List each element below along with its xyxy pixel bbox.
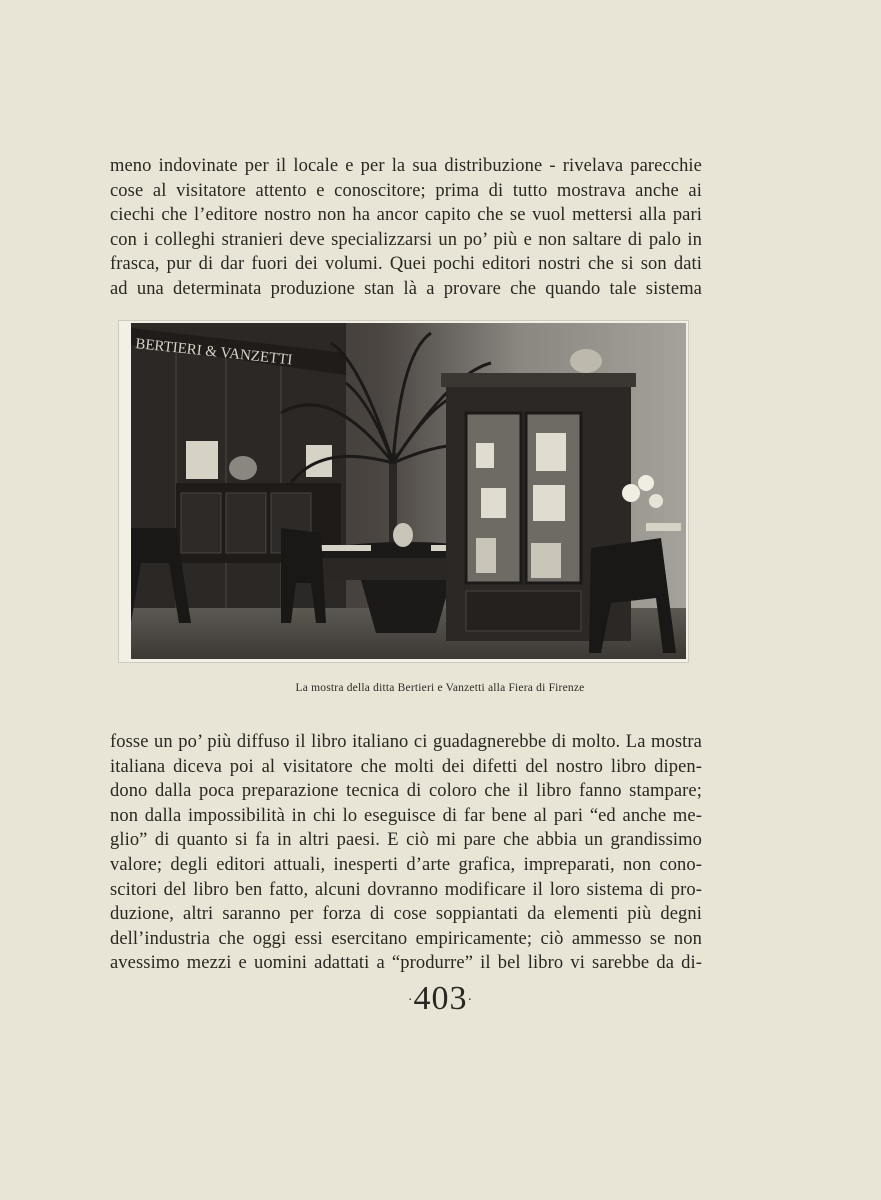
text-line: avessimo mezzi e uomini adattati a “produrre” il bel libro vi sarebbe da di- <box>110 953 702 974</box>
text-line: duzione, altri saranno per forza di cose soppiantati da elementi più degni <box>110 904 702 925</box>
paragraph-top <box>110 154 702 302</box>
exhibition-photo-illustration <box>131 323 686 659</box>
text-line: meno indovinate per il locale e per la sua distribuzione - rivelava parecchie <box>110 156 702 176</box>
text-line: italiana diceva poi al visitatore che molti dei difetti del nostro libro dipen- <box>110 756 702 777</box>
text-line: dono dalla poca preparazione tecnica di coloro che il libro fanno stampare; <box>110 781 702 802</box>
text-line: frasca, pur di dar fuori dei volumi. Quei pochi editori nostri che si son dati <box>110 254 702 275</box>
text-line: cose al visitatore attento e conoscitore; prima di tutto mostrava anche ai <box>110 180 702 201</box>
text-line: ad una determinata produzione stan là a provare che quando tale sistema <box>110 278 702 299</box>
page-number <box>0 980 881 1018</box>
text-line: non dalla impossibilità in chi lo eseguisce di far bene al pari “ed anche me- <box>110 805 702 826</box>
photo-frame <box>119 321 688 662</box>
text-line: con i colleghi stranieri deve specializzarsi un po’ più e non saltare di palo in <box>110 229 702 250</box>
page-number-value: 403 <box>413 980 468 1017</box>
text-line: glio” di quanto si fa in altri paesi. E ciò mi pare che abbia un grandissimo <box>110 830 702 851</box>
sign-text: BERTIERI & VANZETTI <box>134 336 294 369</box>
exhibition-photo <box>131 323 686 659</box>
page-number-dot: · <box>467 993 474 1009</box>
text-line: fosse un po’ più diffuso il libro italiano ci guadagnerebbe di molto. La mostra <box>110 732 702 752</box>
paragraph-bottom <box>110 730 702 976</box>
text-line: dell’industria che oggi essi esercitano empiricamente; ciò ammesso se non <box>110 928 702 949</box>
page-number-dot: · <box>407 993 414 1009</box>
photo-caption: La mostra della ditta Bertieri e Vanzetti alla Fiera di Firenze <box>295 682 585 694</box>
text-line: scitori del libro ben fatto, alcuni dovranno modificare il loro sistema di pro- <box>110 879 702 900</box>
text-line: valore; degli editori attuali, inesperti d’arte grafica, impreparati, non cono- <box>110 854 702 875</box>
text-line: ciechi che l’editore nostro non ha ancor capito che se vuol mettersi alla pari <box>110 205 702 226</box>
